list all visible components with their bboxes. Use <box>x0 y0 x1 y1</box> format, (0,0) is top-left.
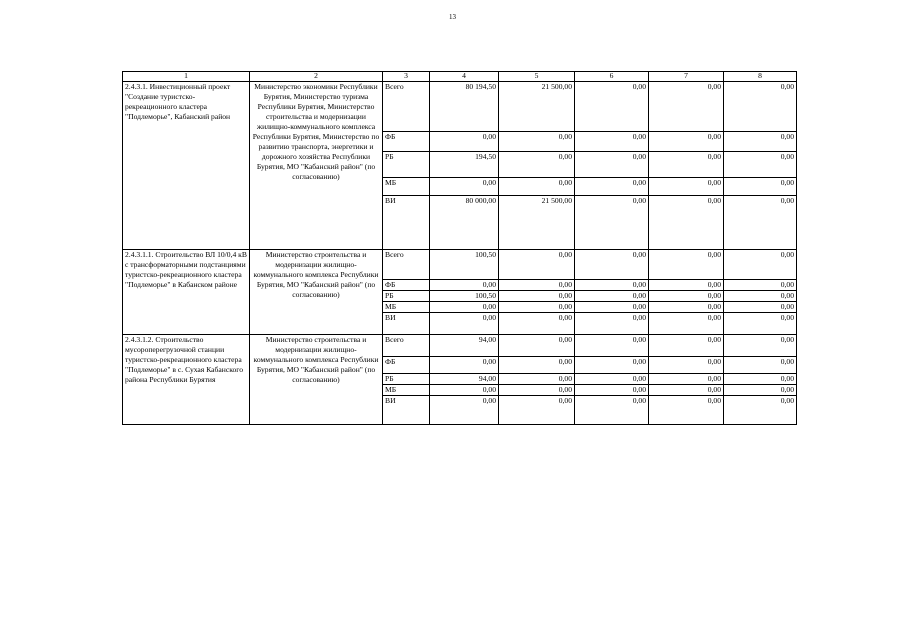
amount-cell: 0,00 <box>575 313 649 335</box>
amount-cell: 0,00 <box>499 152 575 178</box>
item-title: 2.4.3.1.2. Строительство мусороперегрузочной станции туристско-рекреационного кластера "Подлеморье" в с. Сухая Кабанского района Республики Бурятия <box>123 335 250 425</box>
amount-cell: 0,00 <box>724 280 797 291</box>
amount-cell: 0,00 <box>575 302 649 313</box>
column-header: 3 <box>383 72 430 82</box>
amount-cell: 0,00 <box>649 82 724 132</box>
table-row <box>123 250 797 280</box>
amount-cell: 0,00 <box>724 385 797 396</box>
responsible-executors: Министерство строительства и модернизации жилищно-коммунального комплекса Республики Бурятия, МО "Кабанский район" (по согласованию) <box>250 250 383 335</box>
amount-cell: 0,00 <box>575 82 649 132</box>
amount-cell: 0,00 <box>575 291 649 302</box>
amount-cell: 0,00 <box>649 291 724 302</box>
column-header: 7 <box>649 72 724 82</box>
amount-cell: 0,00 <box>649 357 724 374</box>
amount-cell: 0,00 <box>724 291 797 302</box>
amount-cell: 0,00 <box>649 396 724 425</box>
amount-cell: 94,00 <box>430 374 499 385</box>
amount-cell: 0,00 <box>724 396 797 425</box>
amount-cell: 0,00 <box>724 250 797 280</box>
funding-source: МБ <box>383 178 430 196</box>
amount-cell: 0,00 <box>649 313 724 335</box>
amount-cell: 0,00 <box>430 396 499 425</box>
amount-cell: 21 500,00 <box>499 196 575 250</box>
funding-source: Всего <box>383 335 430 357</box>
amount-cell: 0,00 <box>430 280 499 291</box>
amount-cell: 100,50 <box>430 250 499 280</box>
amount-cell: 0,00 <box>575 280 649 291</box>
amount-cell: 0,00 <box>499 302 575 313</box>
responsible-executors: Министерство строительства и модернизации жилищно-коммунального комплекса Республики Бурятия, МО "Кабанский район" (по согласованию) <box>250 335 383 425</box>
amount-cell: 0,00 <box>430 385 499 396</box>
amount-cell: 0,00 <box>649 196 724 250</box>
responsible-executors: Министерство экономики Республики Бурятия, Министерство туризма Республики Бурятия, Министерство строительства и модернизации жилищно-коммунального комплекса Республики Бурятия, Министерство по развитию транспорта, энергетики и дорожного хозяйства Республики Бурятия, МО "Кабанский район" (по согласованию) <box>250 82 383 250</box>
amount-cell: 0,00 <box>575 357 649 374</box>
funding-source: МБ <box>383 302 430 313</box>
amount-cell: 0,00 <box>649 335 724 357</box>
amount-cell: 0,00 <box>649 385 724 396</box>
amount-cell: 0,00 <box>575 335 649 357</box>
table-row <box>123 82 797 132</box>
amount-cell: 21 500,00 <box>499 82 575 132</box>
amount-cell: 0,00 <box>649 132 724 152</box>
amount-cell: 194,50 <box>430 152 499 178</box>
funding-source: МБ <box>383 385 430 396</box>
amount-cell: 0,00 <box>499 374 575 385</box>
funding-source: ФБ <box>383 280 430 291</box>
column-header: 4 <box>430 72 499 82</box>
amount-cell: 80 194,50 <box>430 82 499 132</box>
amount-cell: 0,00 <box>499 178 575 196</box>
amount-cell: 0,00 <box>499 313 575 335</box>
funding-source: ВИ <box>383 313 430 335</box>
amount-cell: 0,00 <box>499 385 575 396</box>
amount-cell: 0,00 <box>649 178 724 196</box>
funding-source: РБ <box>383 291 430 302</box>
funding-source: Всего <box>383 82 430 132</box>
amount-cell: 0,00 <box>649 152 724 178</box>
budget-table <box>122 71 797 425</box>
amount-cell: 0,00 <box>575 196 649 250</box>
amount-cell: 0,00 <box>430 313 499 335</box>
amount-cell: 0,00 <box>724 374 797 385</box>
amount-cell: 0,00 <box>724 178 797 196</box>
amount-cell: 0,00 <box>575 396 649 425</box>
amount-cell: 0,00 <box>575 152 649 178</box>
amount-cell: 0,00 <box>499 291 575 302</box>
amount-cell: 0,00 <box>649 302 724 313</box>
header-row <box>123 72 797 82</box>
amount-cell: 0,00 <box>724 335 797 357</box>
funding-source: Всего <box>383 250 430 280</box>
table-row <box>123 335 797 357</box>
funding-source: ВИ <box>383 196 430 250</box>
amount-cell: 0,00 <box>499 280 575 291</box>
amount-cell: 0,00 <box>724 152 797 178</box>
amount-cell: 0,00 <box>575 374 649 385</box>
amount-cell: 0,00 <box>575 178 649 196</box>
amount-cell: 0,00 <box>430 132 499 152</box>
amount-cell: 0,00 <box>430 178 499 196</box>
amount-cell: 0,00 <box>575 385 649 396</box>
amount-cell: 0,00 <box>575 250 649 280</box>
column-header: 5 <box>499 72 575 82</box>
amount-cell: 0,00 <box>499 357 575 374</box>
amount-cell: 0,00 <box>649 374 724 385</box>
amount-cell: 80 000,00 <box>430 196 499 250</box>
amount-cell: 0,00 <box>430 357 499 374</box>
amount-cell: 94,00 <box>430 335 499 357</box>
amount-cell: 0,00 <box>499 132 575 152</box>
amount-cell: 0,00 <box>649 250 724 280</box>
amount-cell: 0,00 <box>724 302 797 313</box>
funding-source: РБ <box>383 374 430 385</box>
column-header: 1 <box>123 72 250 82</box>
funding-source: ВИ <box>383 396 430 425</box>
funding-source: ФБ <box>383 132 430 152</box>
amount-cell: 0,00 <box>499 335 575 357</box>
item-title: 2.4.3.1. Инвестиционный проект "Создание туристско-рекреационного кластера "Подлеморье", Кабанский район <box>123 82 250 250</box>
table-body <box>123 72 797 425</box>
funding-source: РБ <box>383 152 430 178</box>
amount-cell: 0,00 <box>499 396 575 425</box>
column-header: 8 <box>724 72 797 82</box>
funding-source: ФБ <box>383 357 430 374</box>
column-header: 2 <box>250 72 383 82</box>
amount-cell: 0,00 <box>724 357 797 374</box>
amount-cell: 100,50 <box>430 291 499 302</box>
amount-cell: 0,00 <box>649 280 724 291</box>
amount-cell: 0,00 <box>724 313 797 335</box>
amount-cell: 0,00 <box>724 82 797 132</box>
amount-cell: 0,00 <box>724 196 797 250</box>
amount-cell: 0,00 <box>575 132 649 152</box>
amount-cell: 0,00 <box>724 132 797 152</box>
amount-cell: 0,00 <box>499 250 575 280</box>
page-number: 13 <box>449 13 456 21</box>
item-title: 2.4.3.1.1. Строительство ВЛ 10/0,4 кВ с трансформаторными подстанциями туристско-рекреационного кластера "Подлеморье" в Кабанском районе <box>123 250 250 335</box>
column-header: 6 <box>575 72 649 82</box>
amount-cell: 0,00 <box>430 302 499 313</box>
